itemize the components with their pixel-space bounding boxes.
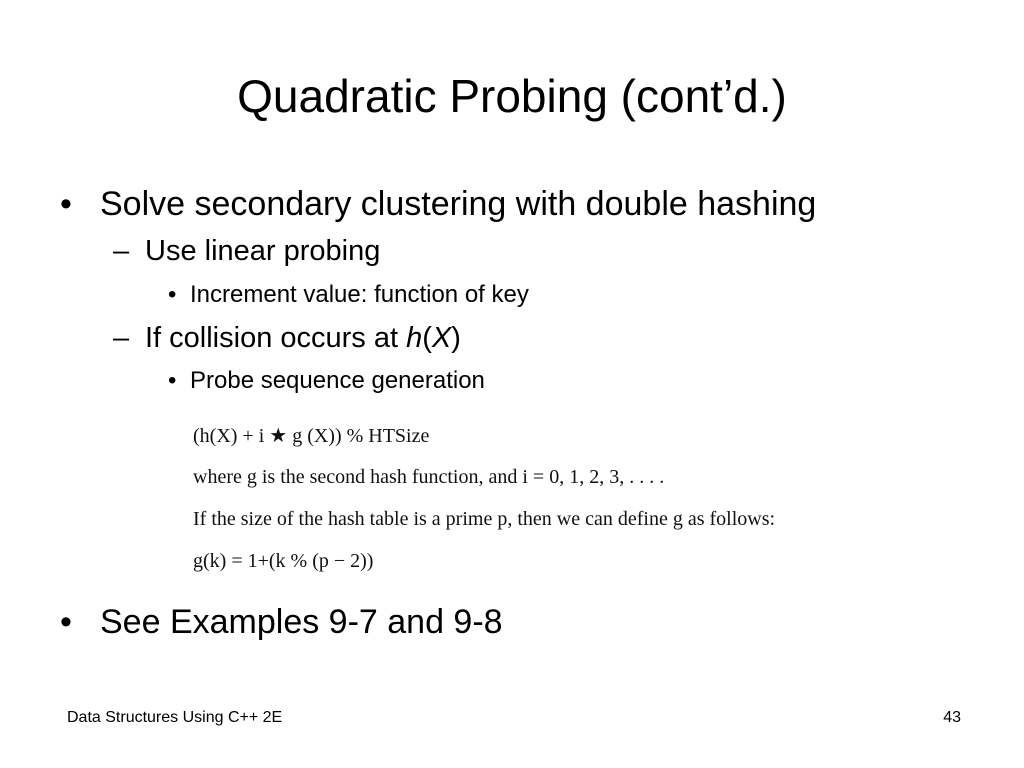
bullet-marker: • (168, 367, 177, 394)
bullet-marker: • (60, 603, 72, 641)
sub-bullet-text-2-x: X (431, 322, 452, 354)
slide-title: Quadratic Probing (cont’d.) (237, 70, 787, 122)
formula-line-1: (h(X) + i ★ g (X)) % HTSize (193, 425, 430, 447)
bullet-text-2: See Examples 9-7 and 9-8 (100, 603, 503, 641)
sub-bullet-text-2-prefix: If collision occurs at (145, 322, 407, 354)
bullet-text-1: Solve secondary clustering with double hashing (100, 185, 817, 223)
sub-bullet-text-1: Use linear probing (145, 235, 381, 267)
sub-bullet-text-2-h: h (406, 322, 423, 354)
bullet-marker: • (60, 185, 72, 223)
formula-line-2: where g is the second hash function, and i = 0, 1, 2, 3, . . . . (193, 466, 665, 488)
footer-title: Data Structures Using C++ 2E (67, 709, 283, 726)
sub-bullet-text-2 (145, 321, 461, 355)
dash-marker: – (113, 322, 130, 354)
sub-bullet-text-2-close: ) (451, 322, 461, 354)
formula-line-4: g(k) = 1+(k % (p − 2)) (193, 550, 374, 572)
page-number: 43 (943, 709, 961, 726)
dash-marker: – (113, 235, 130, 267)
bullet-marker: • (168, 281, 177, 308)
sub-sub-bullet-text-2: Probe sequence generation (190, 367, 485, 394)
sub-sub-bullet-text-1: Increment value: function of key (190, 281, 529, 308)
formula-line-3: If the size of the hash table is a prime p, then we can define g as follows: (193, 508, 776, 530)
sub-bullet-text-2-open: ( (422, 322, 432, 354)
